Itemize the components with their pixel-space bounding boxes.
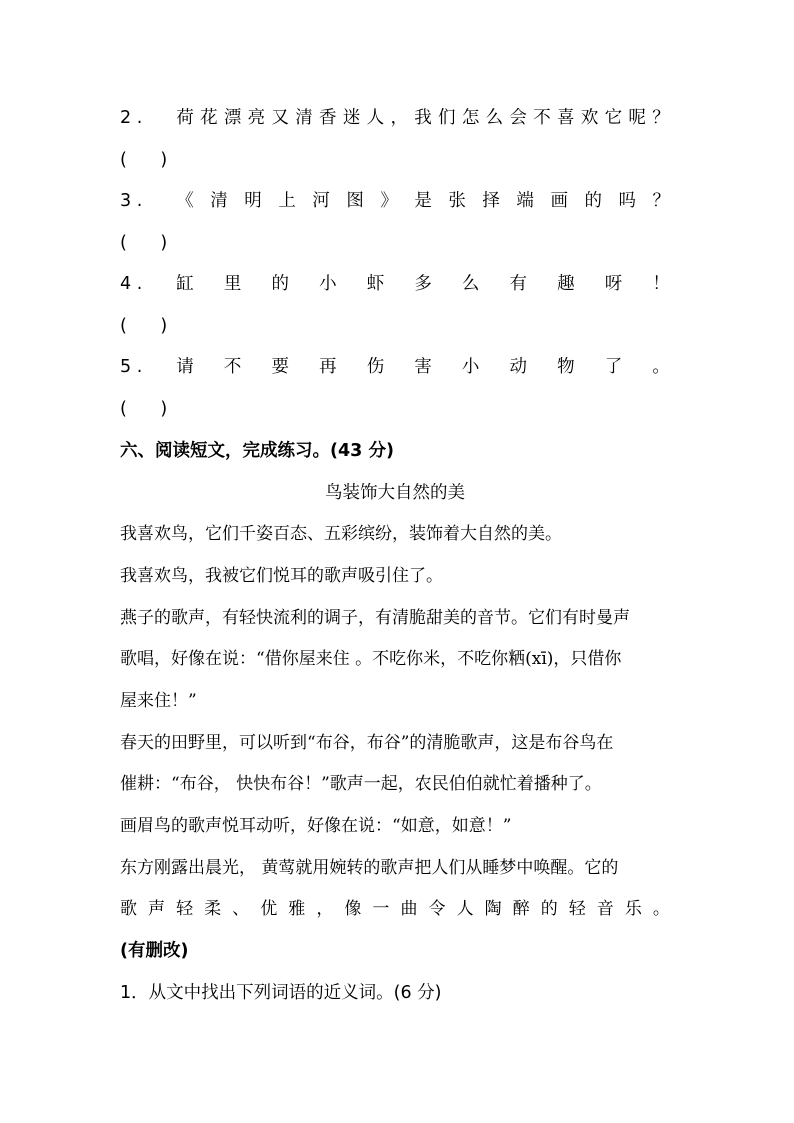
glyph: 图 xyxy=(346,191,364,211)
passage-line: 我喜欢鸟，我被它们悦耳的歌声吸引住了。 xyxy=(120,566,443,586)
passage-line-last xyxy=(120,897,670,921)
glyph: 择 xyxy=(482,191,500,211)
passage-line: 歌唱，好像在说：“借你屋来住 。不吃你米，不吃你粞(xī)，只借你 xyxy=(120,649,622,669)
passage-line: 屋来住！” xyxy=(120,691,197,711)
glyph: 醉 xyxy=(512,899,530,919)
glyph: 虾 xyxy=(366,274,385,294)
glyph: 再 xyxy=(319,357,337,377)
glyph: 物 xyxy=(557,357,575,377)
glyph: 不 xyxy=(533,108,551,128)
question-5 xyxy=(120,355,670,379)
question-3-label: 3 . xyxy=(120,191,143,211)
glyph: 要 xyxy=(271,357,289,377)
question-2-text xyxy=(176,106,670,130)
glyph: 的 xyxy=(540,899,558,919)
question-4-text xyxy=(176,272,670,296)
glyph: 了 xyxy=(604,357,623,377)
glyph: 会 xyxy=(509,108,527,128)
question-4 xyxy=(120,272,670,296)
glyph: 。 xyxy=(652,357,670,377)
glyph: ？ xyxy=(652,191,670,211)
glyph: 令 xyxy=(428,899,446,919)
glyph: 张 xyxy=(448,191,466,211)
glyph: 清 xyxy=(295,108,313,128)
glyph: 趣 xyxy=(557,274,575,294)
glyph: 么 xyxy=(485,108,504,128)
answer-blank-4: ( ) xyxy=(120,316,182,336)
glyph: 人 xyxy=(456,899,474,919)
question-5-label: 5 . xyxy=(120,357,143,377)
passage-line: 画眉鸟的歌声悦耳动听，好像在说：“如意，如意！” xyxy=(120,816,512,836)
glyph: 小 xyxy=(319,274,337,294)
question-2 xyxy=(120,106,670,130)
glyph: 迷 xyxy=(342,108,361,128)
glyph: 伤 xyxy=(366,357,385,377)
glyph: 、 xyxy=(232,899,250,919)
glyph: ！ xyxy=(652,274,670,294)
glyph: 动 xyxy=(509,357,528,377)
glyph: 么 xyxy=(461,274,480,294)
glyph: 曲 xyxy=(400,899,418,919)
glyph: 》 xyxy=(380,191,398,211)
glyph: 怎 xyxy=(461,108,480,128)
passage-line: 东方刚露出晨光， 黄莺就用婉转的歌声把人们从睡梦中唤醒。它的 xyxy=(120,858,619,878)
glyph: 像 xyxy=(344,899,362,919)
glyph: 荷 xyxy=(176,108,194,128)
glyph: 有 xyxy=(509,274,528,294)
passage-line-justified xyxy=(120,897,670,921)
glyph: 呀 xyxy=(604,274,623,294)
glyph: 上 xyxy=(278,191,296,211)
question-5-text xyxy=(176,355,670,379)
question-3 xyxy=(120,189,670,213)
glyph: 。 xyxy=(652,899,670,919)
glyph: 小 xyxy=(461,357,480,377)
passage-note: (有删改) xyxy=(120,941,189,961)
glyph: 轻 xyxy=(176,899,194,919)
glyph: 柔 xyxy=(204,899,222,919)
glyph: 里 xyxy=(223,274,242,294)
answer-blank-2: ( ) xyxy=(120,150,182,170)
glyph: 请 xyxy=(176,357,194,377)
passage-line: 春天的田野里，可以听到“布谷，布谷”的清脆歌声，这是布谷鸟在 xyxy=(120,733,614,753)
passage-title: 鸟装饰大自然的美 xyxy=(325,483,465,503)
answer-blank-3: ( ) xyxy=(120,233,182,253)
glyph: 缸 xyxy=(176,274,194,294)
glyph: 香 xyxy=(319,108,337,128)
answer-blank-5: ( ) xyxy=(120,399,182,419)
glyph: 河 xyxy=(312,191,330,211)
glyph: 轻 xyxy=(568,899,586,919)
glyph: 的 xyxy=(271,274,289,294)
glyph: 音 xyxy=(596,899,614,919)
glyph: 一 xyxy=(372,899,390,919)
glyph: 优 xyxy=(260,899,278,919)
glyph: 又 xyxy=(271,108,289,128)
glyph: 人 xyxy=(366,108,385,128)
glyph: 清 xyxy=(210,191,228,211)
glyph: 吗 xyxy=(618,191,636,211)
glyph: 乐 xyxy=(624,899,642,919)
glyph: ？ xyxy=(652,108,670,128)
glyph: 声 xyxy=(148,899,166,919)
passage-line: 催耕：“布谷， 快快布谷！”歌声一起，农民伯伯就忙着播种了。 xyxy=(120,774,602,794)
glyph: 歌 xyxy=(120,899,137,919)
section-heading: 六、阅读短文，完成练习。(43 分) xyxy=(120,441,394,461)
glyph: ， xyxy=(390,108,408,128)
passage-line: 我喜欢鸟，它们千姿百态、五彩缤纷，装饰着大自然的美。 xyxy=(120,524,562,544)
question-2-label: 2 . xyxy=(120,108,143,128)
glyph: 是 xyxy=(414,191,432,211)
question-4-label: 4 . xyxy=(120,274,143,294)
glyph: 雅 xyxy=(288,899,306,919)
glyph: 们 xyxy=(438,108,456,128)
glyph: 端 xyxy=(516,191,534,211)
passage-line: 燕子的歌声，有轻快流利的调子，有清脆甜美的音节。它们有时曼声 xyxy=(120,608,630,628)
glyph: 呢 xyxy=(628,108,646,128)
glyph: 不 xyxy=(223,357,242,377)
glyph: 画 xyxy=(550,191,568,211)
exercise-1-prompt: 1．从文中找出下列词语的近义词。(6 分) xyxy=(120,983,442,1003)
glyph: 亮 xyxy=(247,108,266,128)
question-3-text xyxy=(176,189,670,213)
glyph: 喜 xyxy=(557,108,575,128)
glyph: 我 xyxy=(414,108,432,128)
glyph: ， xyxy=(316,899,334,919)
glyph: 漂 xyxy=(223,108,242,128)
glyph: 花 xyxy=(200,108,218,128)
glyph: 欢 xyxy=(580,108,599,128)
glyph: 明 xyxy=(244,191,262,211)
glyph: 陶 xyxy=(484,899,502,919)
glyph: 多 xyxy=(414,274,432,294)
glyph: 它 xyxy=(604,108,623,128)
glyph: 《 xyxy=(176,191,194,211)
glyph: 害 xyxy=(414,357,432,377)
glyph: 的 xyxy=(584,191,602,211)
